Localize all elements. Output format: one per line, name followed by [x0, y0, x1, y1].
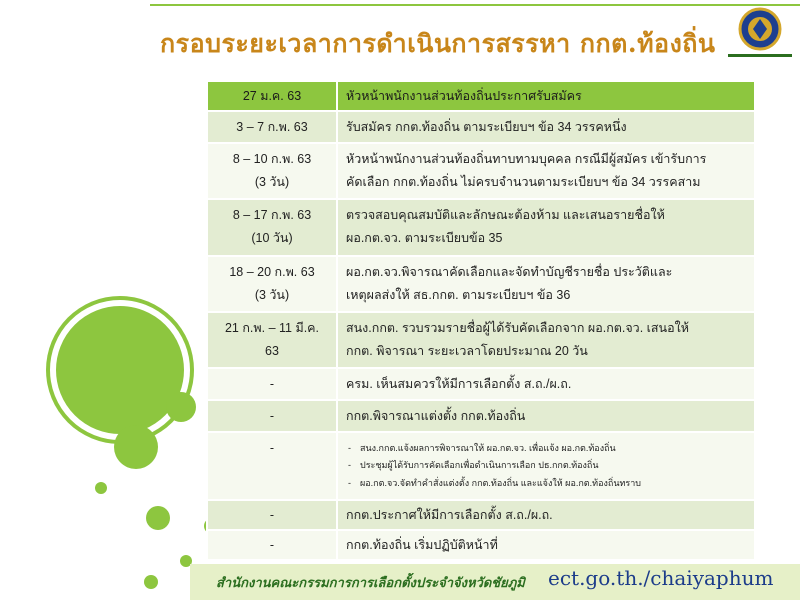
date-line: 63 [265, 343, 279, 358]
detail-line: ผอ.กต.จว.พิจารณาคัดเลือกและจัดทำบัญชีรายชื่อ ประวัติและ [346, 264, 673, 279]
table-row [207, 81, 755, 111]
footer-office: สำนักงานคณะกรรมการการเลือกตั้งประจำจังหวัดชัยภูมิ [216, 576, 525, 591]
detail-line: กกต. พิจารณา ระยะเวลาโดยประมาณ 20 วัน [346, 343, 588, 358]
decor-circle [146, 506, 170, 530]
date-cell [207, 312, 337, 368]
detail-line: คัดเลือก กกต.ท้องถิ่น ไม่ครบจำนวนตามระเบียบฯ ข้อ 34 วรรคสาม [346, 175, 701, 190]
detail-line: ผอ.กต.จว. ตามระเบียบข้อ 35 [346, 231, 503, 246]
date-line: 18 – 20 ก.พ. 63 [229, 264, 315, 279]
date-cell [207, 256, 337, 312]
date-line: 8 – 10 ก.พ. 63 [232, 152, 312, 166]
date-cell [207, 199, 337, 255]
date-cell [207, 143, 337, 199]
detail-cell [337, 143, 755, 199]
detail-line: ตรวจสอบคุณสมบัติและลักษณะต้องห้าม และเสนอรายชื่อให้ [346, 208, 665, 223]
date-cell: - [207, 500, 337, 530]
decor-circle [114, 425, 158, 469]
detail-cell: ครม. เห็นสมควรให้มีการเลือกตั้ง ส.ถ./ผ.ถ. [337, 368, 755, 400]
detail-cell [337, 199, 755, 255]
date-cell: 27 ม.ค. 63 [207, 81, 337, 111]
top-rule [150, 4, 800, 6]
date-line: 8 – 17 ก.พ. 63 [232, 208, 312, 223]
date-cell: 3 – 7 ก.พ. 63 [207, 111, 337, 143]
table-row [207, 500, 755, 530]
table-row [207, 143, 755, 199]
date-cell: - [207, 400, 337, 432]
detail-line: สนง.กกต. รวบรวมรายชื่อผู้ได้รับคัดเลือกจาก ผอ.กต.จว. เสนอให้ [346, 320, 689, 335]
decor-circle [50, 300, 190, 440]
list-item: - สนง.กกต.แจ้งผลการพิจารณาให้ ผอ.กต.จว. เพื่อแจ้ง ผอ.กต.ท้องถิ่น [360, 440, 746, 457]
slide-title: กรอบระยะเวลาการดำเนินการสรรหา กกต.ท้องถิ่น [160, 29, 716, 58]
table-row [207, 432, 755, 500]
date-cell: - [207, 368, 337, 400]
table-row [207, 400, 755, 432]
detail-cell: กกต.ประกาศให้มีการเลือกตั้ง ส.ถ./ผ.ถ. [337, 500, 755, 530]
table-row [207, 199, 755, 255]
detail-cell: กกต.พิจารณาแต่งตั้ง กกต.ท้องถิ่น [337, 400, 755, 432]
table-row [207, 256, 755, 312]
detail-cell: กกต.ท้องถิ่น เริ่มปฏิบัติหน้าที่ [337, 530, 755, 560]
sub-item-list [346, 440, 746, 491]
date-duration: (3 วัน) [254, 175, 290, 190]
detail-line: หัวหน้าพนักงานส่วนท้องถิ่นทาบทามบุคคล กรณีมีผู้สมัคร เข้ารับการ [346, 152, 707, 166]
date-cell: - [207, 432, 337, 500]
detail-cell [337, 256, 755, 312]
footer-url[interactable]: ect.go.th./chaiyaphum [548, 566, 774, 590]
schedule-table [206, 80, 756, 561]
detail-cell [337, 432, 755, 500]
ect-seal-icon [722, 4, 798, 64]
detail-cell [337, 312, 755, 368]
date-duration: (3 วัน) [254, 287, 290, 302]
table-row [207, 530, 755, 560]
decor-circle [95, 482, 107, 494]
date-line: 21 ก.พ. – 11 มี.ค. [224, 320, 320, 335]
list-item: - ประชุมผู้ได้รับการคัดเลือกเพื่อดำเนินการเลือก ปธ.กกต.ท้องถิ่น [360, 457, 746, 474]
date-cell: - [207, 530, 337, 560]
date-duration: (10 วัน) [251, 231, 293, 246]
decor-circle [166, 392, 196, 422]
table-row [207, 368, 755, 400]
detail-cell: หัวหน้าพนักงานส่วนท้องถิ่นประกาศรับสมัคร [337, 81, 755, 111]
list-item: - ผอ.กต.จว.จัดทำคำสั่งแต่งตั้ง กกต.ท้องถิ่น และแจ้งให้ ผอ.กต.ท้องถิ่นทราบ [360, 475, 746, 492]
detail-line: เหตุผลส่งให้ สธ.กกต. ตามระเบียบฯ ข้อ 36 [346, 287, 571, 302]
detail-cell: รับสมัคร กกต.ท้องถิ่น ตามระเบียบฯ ข้อ 34 วรรคหนึ่ง [337, 111, 755, 143]
table-row [207, 312, 755, 368]
decor-circle [144, 575, 158, 589]
table-row [207, 111, 755, 143]
